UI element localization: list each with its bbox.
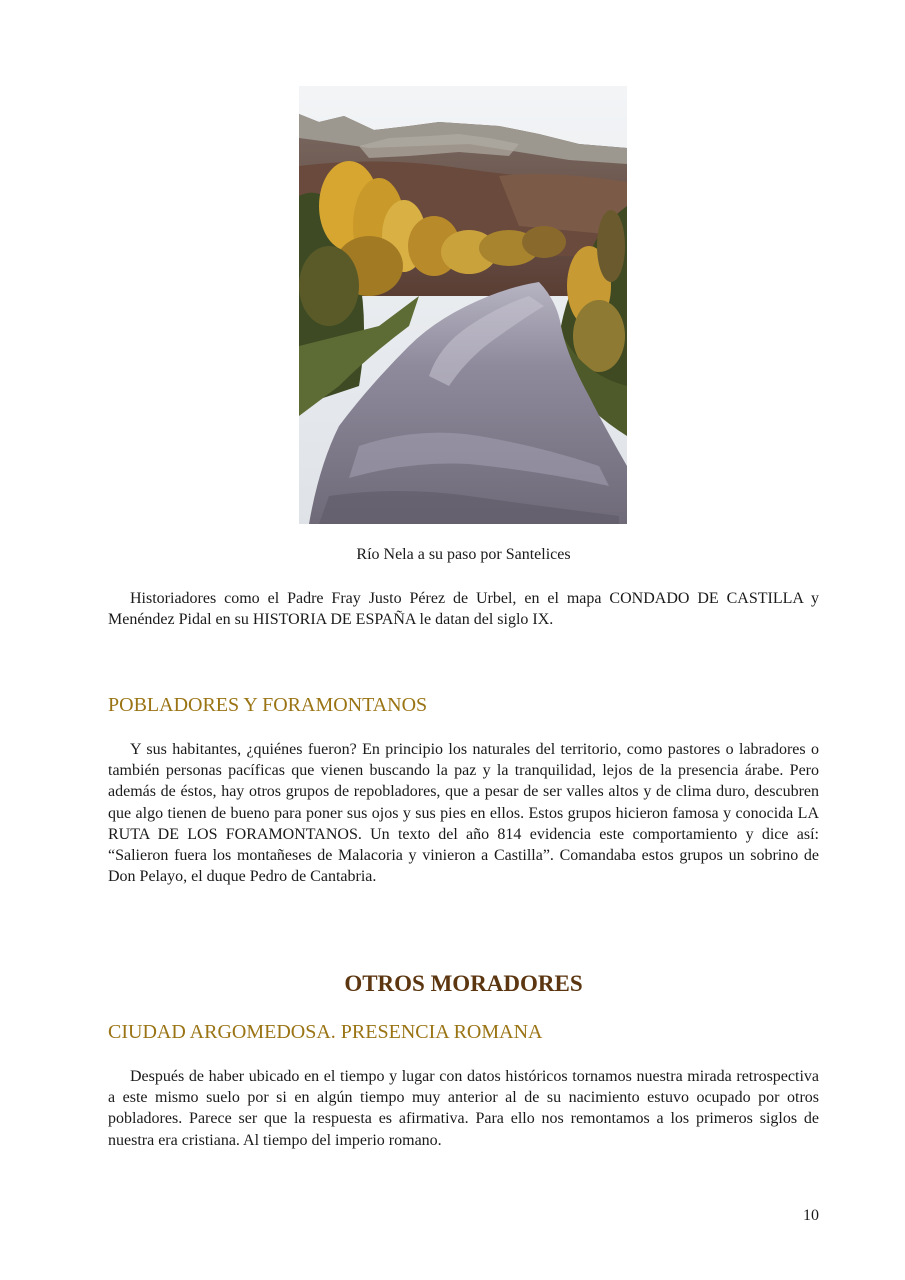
- figure-caption: Río Nela a su paso por Santelices: [356, 546, 571, 563]
- river-photo: [299, 86, 627, 524]
- pobladores-paragraph: Y sus habitantes, ¿quiénes fueron? En principio los naturales del territorio, como pastores o labradores o también personas pacíficas que vienen buscando la paz y la tranquilidad, lejos de la presencia árabe. Pero además de éstos, hay otros grupos de repobladores, que a pesar de ser valles altos y de clima duro, descubren que algo tienen de bueno para poner sus ojos y sus pies en ellos. Estos grupos hicieron famosa y conocida LA RUTA DE LOS FORAMONTANOS. Un texto del año 814 evidencia este comportamiento y dice así: “Salieron fuera los montañeses de Malacoria y vinieron a Castilla”. Comandaba estos grupos un sobrino de Don Pelayo, el duque Pedro de Cantabria.: [108, 741, 819, 886]
- intro-paragraph: Historiadores como el Padre Fray Justo Pérez de Urbel, en el mapa CONDADO DE CASTILLA y Menéndez Pidal en su HISTORIA DE ESPAÑA le datan del siglo IX.: [108, 590, 819, 629]
- ciudad-argomedosa-heading: CIUDAD ARGOMEDOSA. PRESENCIA ROMANA: [108, 1021, 543, 1043]
- argomedosa-paragraph: Después de haber ubicado en el tiempo y lugar con datos históricos tornamos nuestra mirada retrospectiva a este mismo suelo por si en algún tiempo muy anterior al de su nacimiento estuvo ocupado por otros pobladores. Parece ser que la respuesta es afirmativa. Para ello nos remontamos a los primeros siglos de nuestra era cristiana. Al tiempo del imperio romano.: [108, 1068, 819, 1149]
- pobladores-heading: POBLADORES Y FORAMONTANOS: [108, 694, 428, 716]
- otros-moradores-title: OTROS MORADORES: [344, 971, 583, 996]
- page-number: 10: [803, 1207, 819, 1224]
